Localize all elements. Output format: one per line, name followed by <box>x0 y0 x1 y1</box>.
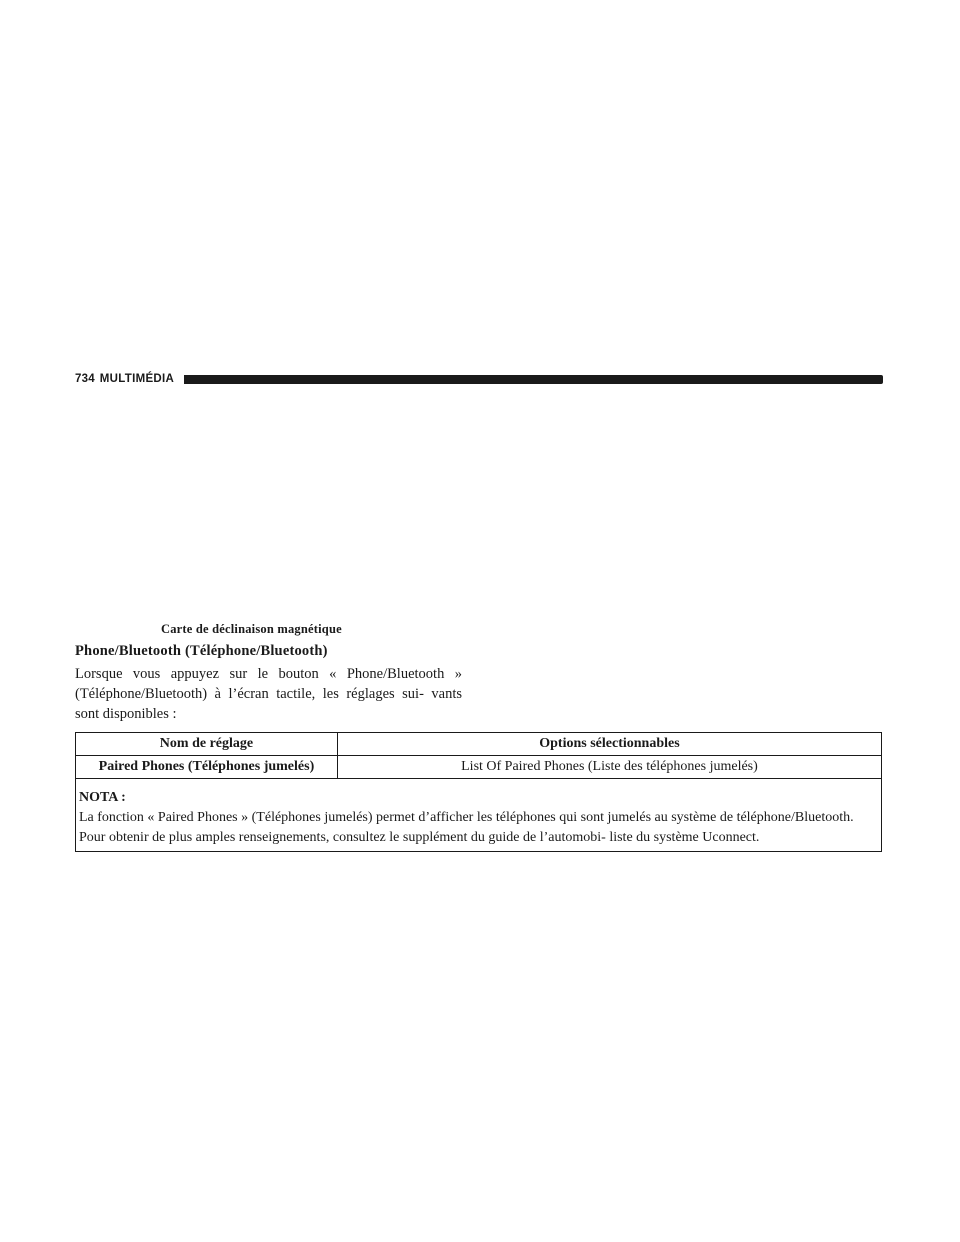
figure-caption: Carte de déclinaison magnétique <box>161 622 342 636</box>
header-rule <box>184 375 883 384</box>
page-header <box>75 372 883 386</box>
note-row <box>76 779 882 852</box>
intro-line: (Téléphone/Bluetooth) à l’écran tactile, les réglages sui- <box>75 686 424 702</box>
section-heading: Phone/Bluetooth (Téléphone/Bluetooth) <box>75 643 328 659</box>
setting-name-cell: Paired Phones (Téléphones jumelés) <box>76 756 338 779</box>
setting-options-cell: List Of Paired Phones (Liste des téléphones jumelés) <box>337 756 881 779</box>
table-header-row <box>76 733 882 756</box>
note-title: NOTA : <box>79 790 126 805</box>
intro-line: Lorsque vous appuyez sur le bouton « Phone/Bluetooth » <box>75 666 462 682</box>
section-name: MULTIMÉDIA <box>99 373 175 385</box>
settings-table <box>75 732 882 852</box>
intro-paragraph <box>75 664 462 724</box>
note-line: téléphone/Bluetooth. Pour obtenir de plus amples renseignements, consultez le supplément du guide de l’automobi- <box>79 810 854 845</box>
note-cell <box>76 779 882 852</box>
page-number: 734 <box>75 373 95 385</box>
table-row <box>76 756 882 779</box>
note-line: La fonction « Paired Phones » (Téléphones jumelés) permet d’afficher les téléphones qui sont jumelés au système de <box>79 810 734 825</box>
column-header-setting: Nom de réglage <box>76 733 338 756</box>
note-line: liste du système Uconnect. <box>609 830 760 845</box>
column-header-options: Options sélectionnables <box>337 733 881 756</box>
intro-line: vants sont disponibles : <box>75 686 463 722</box>
